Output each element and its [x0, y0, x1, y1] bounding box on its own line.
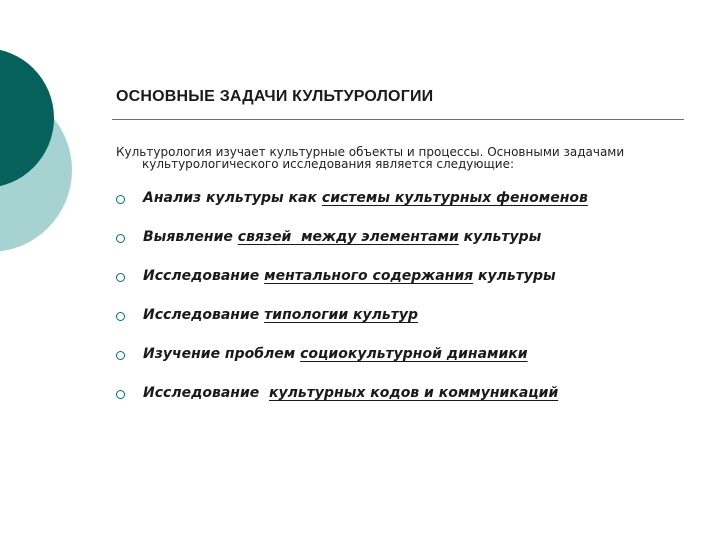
decorative-circles — [0, 0, 110, 300]
circle-bullet-icon — [116, 312, 125, 321]
task-text — [143, 229, 541, 245]
task-text — [143, 346, 528, 362]
task-underlined-text: культурных кодов и коммуникаций — [269, 385, 559, 401]
circle-bullet-icon — [116, 234, 125, 243]
task-text — [143, 307, 418, 323]
task-text — [143, 385, 558, 401]
task-underlined-text: социокультурной динамики — [300, 346, 528, 362]
task-plain-text: Анализ культуры как — [143, 190, 322, 206]
slide-title: ОСНОВНЫЕ ЗАДАЧИ КУЛЬТУРОЛОГИИ — [116, 88, 434, 105]
title-divider — [112, 119, 684, 120]
task-plain-text: Исследование — [143, 268, 265, 284]
task-plain-text: Исследование — [143, 307, 265, 323]
task-underlined-text: связей между элементами — [237, 229, 459, 245]
circle-bullet-icon — [116, 390, 125, 399]
circle-bullet-icon — [116, 273, 125, 282]
task-tail-text: культуры — [458, 229, 542, 245]
task-text — [143, 268, 556, 284]
task-plain-text: Выявление — [143, 229, 238, 245]
task-underlined-text: ментального содержания — [264, 268, 474, 284]
task-plain-text: Изучение проблем — [143, 346, 301, 362]
task-underlined-text: типологии культур — [264, 307, 419, 323]
task-underlined-text: системы культурных феноменов — [321, 190, 588, 206]
task-text — [143, 190, 588, 206]
circle-bullet-icon — [116, 351, 125, 360]
intro-paragraph: Культурология изучает культурные объекты и процессы. Основными задачами культурологического исследования является следующие: — [116, 145, 625, 171]
task-tail-text: культуры — [473, 268, 556, 284]
task-plain-text: Исследование — [143, 385, 270, 401]
circle-bullet-icon — [116, 195, 125, 204]
